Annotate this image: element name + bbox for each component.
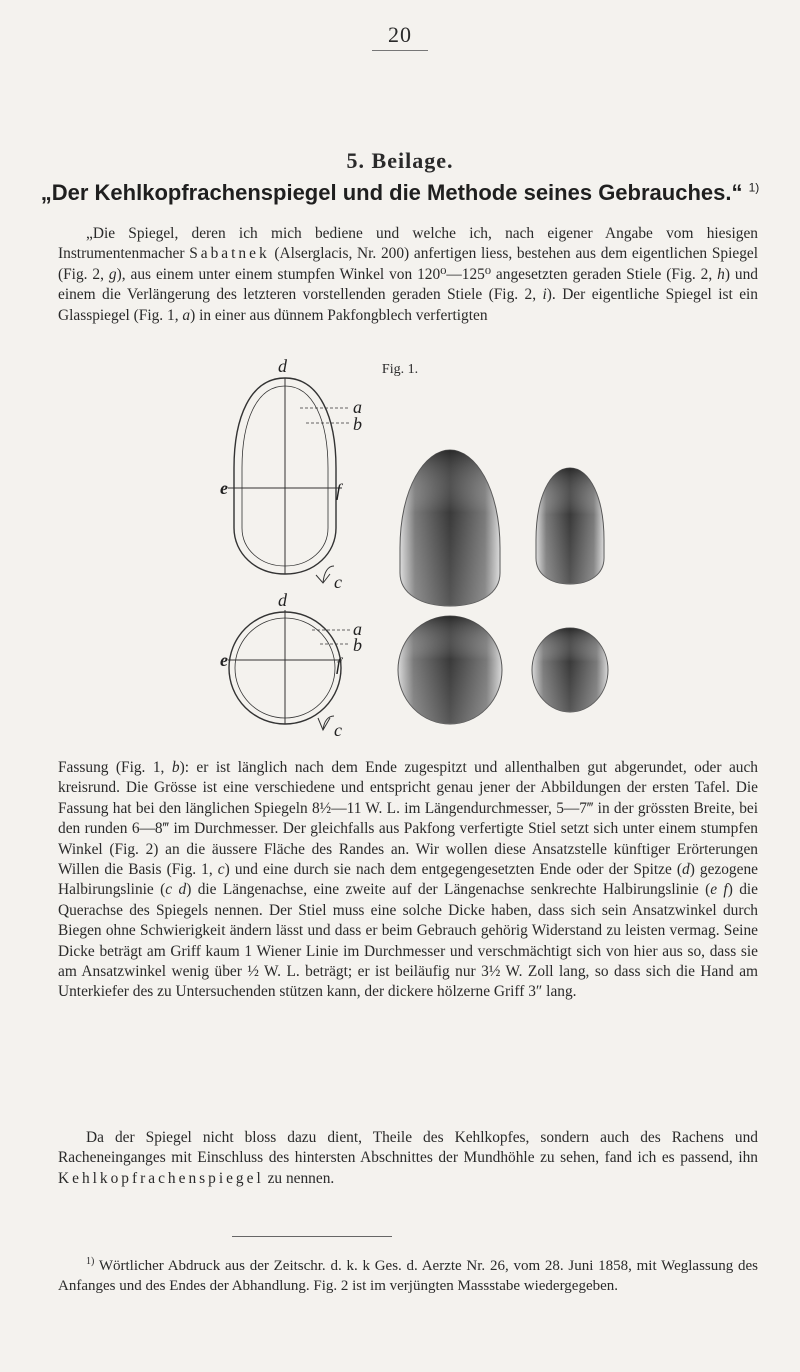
- bottom-label-d: d: [278, 590, 287, 610]
- top-label-d: d: [278, 356, 287, 376]
- round-mirror-large-render: [398, 616, 502, 724]
- paragraph-1-text-5: ). Der eigentliche Spiegel ist ein Glasspiegel (Fig. 1,: [58, 286, 758, 324]
- bottom-label-a: a: [353, 619, 362, 639]
- paragraph-2: [58, 758, 758, 1003]
- round-mirror-small-render: [532, 628, 608, 712]
- maker-name: Sabatnek: [189, 245, 270, 263]
- paragraph-1: [58, 224, 758, 326]
- paragraph-2-text-3: ) und eine durch sie nach dem entgegengesetzten Ende oder der Spitze (: [224, 861, 682, 879]
- paragraph-3-text-1: Da der Spiegel nicht bloss dazu dient, Theile des Kehlkopfes, sondern auch des Rachens und Racheneinganges mit Einschluss des hintersten Abschnittes der Mundhöhle zu sehen, fand ich es passend, ihn: [58, 1129, 758, 1167]
- paragraph-1-text-6: ) in einer aus dünnem Pakfongblech verfertigten: [190, 306, 488, 324]
- label-d: d: [681, 861, 690, 879]
- paragraph-2-text-1: Fassung (Fig. 1,: [58, 759, 172, 776]
- top-label-b: b: [353, 414, 362, 434]
- top-label-c: c: [334, 572, 342, 592]
- label-i: i: [542, 286, 547, 304]
- oval-mirror-diagram: [228, 378, 350, 583]
- bottom-label-f: f: [336, 654, 342, 674]
- label-ef: e f: [710, 881, 728, 899]
- top-label-e: e: [220, 478, 228, 498]
- article-title: [0, 180, 800, 206]
- paragraph-1-text-1: „Die Spiegel, deren ich mich bediene und welche ich, nach eigener Angabe vom hiesigen Instrumentenmacher: [58, 225, 758, 263]
- paragraph-1-text-3: ), aus einem unter einem stumpfen Winkel von 120⁰—125⁰ angesetzten geraden Stiele (Fig. 2,: [116, 265, 718, 283]
- label-a: a: [182, 306, 191, 324]
- paragraph-2-text-6: ) die Querachse des Spiegels nennen. Der Stiel muss eine solche Dicke haben, dass sich sein Ansatzwinkel durch Biegen ohne Schwierigkeit ändern lässt und dass er beim Gebrauch gehörig Widerstand zu leisten vermag. Seine Dicke beträgt am Griff kaum 1 Wiener Linie im Durchmesser und verschmächtigt sich von hier aus so, dass sie am Ansatzwinkel wenig über ½ W. L. beträgt; er ist beiläufig nur 3½ W. Zoll lang, so dass sich die Hand am Unterkiefer des zu Untersuchenden stützen kann, der dickere hölzerne Griff 3″ lang.: [58, 881, 759, 1001]
- page-number-rule: [372, 50, 428, 51]
- label-cd: c d: [165, 881, 187, 899]
- article-title-text: „Der Kehlkopfrachenspiegel und die Methode seines Gebrauches.“: [40, 180, 743, 205]
- bottom-label-c: c: [334, 720, 342, 740]
- paragraph-1-text-4: ) und einem die Verlängerung des letzteren vorstellenden geraden Stiele (Fig. 2,: [58, 265, 758, 304]
- round-mirror-diagram: [228, 610, 350, 730]
- appendix-heading: 5. Beilage.: [346, 148, 454, 173]
- paragraph-3-text-2: zu nennen.: [263, 1169, 335, 1187]
- label-h: h: [717, 265, 725, 283]
- figure-caption: Fig. 1.: [381, 362, 419, 377]
- oval-mirror-large-render: [400, 450, 500, 606]
- title-footnote-mark: 1): [748, 180, 760, 195]
- paragraph-2-text-5: ) die Längenachse, eine zweite auf der Längenachse senkrechte Halbirungslinie (: [186, 881, 711, 899]
- paragraph-2-text-2: ): er ist länglich nach dem Ende zugespitzt und allenthalben gut abgerundet, oder auch kreisrund. Die Grösse ist eine verschiedene und entspricht genau jener der Abbildungen der ersten Tafel. Die Fassung hat bei den länglichen Spiegeln 8½—11 W. L. im Längendurchmesser, 5—7‴ in der grössten Breite, bei den runden 6—8‴ im Durchmesser. Der gleichfalls aus Pakfong verfertigte Stiel setzt sich unter einem stumpfen Winkel (Fig. 2) an die äussere Fläche des Randes an. Wir wollen diese Ansatzstelle künftiger Erörterungen Willen die Basis (Fig. 1,: [58, 759, 759, 879]
- paragraph-2-text-4: ) gezogene Halbirungslinie (: [58, 861, 758, 899]
- label-c: c: [217, 861, 225, 879]
- bottom-label-b: b: [353, 635, 362, 655]
- footnote-rule: [232, 1236, 392, 1237]
- footnote-mark: 1): [86, 1256, 95, 1267]
- footnote: [58, 1252, 758, 1296]
- bottom-label-e: e: [220, 650, 228, 670]
- paragraph-1-text-2: (Alserglacis, Nr. 200) anfertigen liess, bestehen aus dem eigentlichen Spiegel (Fig. 2,: [58, 245, 758, 283]
- label-b: b: [171, 759, 180, 776]
- footnote-text: Wörtlicher Abdruck aus der Zeitschr. d. k. k Ges. d. Aerzte Nr. 26, vom 28. Juni 1858, mit Weglassung des Anfanges und des Endes der Abhandlung. Fig. 2 ist im verjüngten Massstabe wiedergegeben.: [58, 1258, 758, 1294]
- top-label-a: a: [353, 397, 362, 417]
- paragraph-3: [58, 1128, 758, 1189]
- label-g: g: [108, 265, 117, 283]
- oval-mirror-small-render: [536, 468, 604, 584]
- top-label-f: f: [336, 480, 342, 500]
- term-kehlkopfrachenspiegel: Kehlkopfrachenspiegel: [58, 1169, 264, 1187]
- page-number: 20: [388, 22, 412, 47]
